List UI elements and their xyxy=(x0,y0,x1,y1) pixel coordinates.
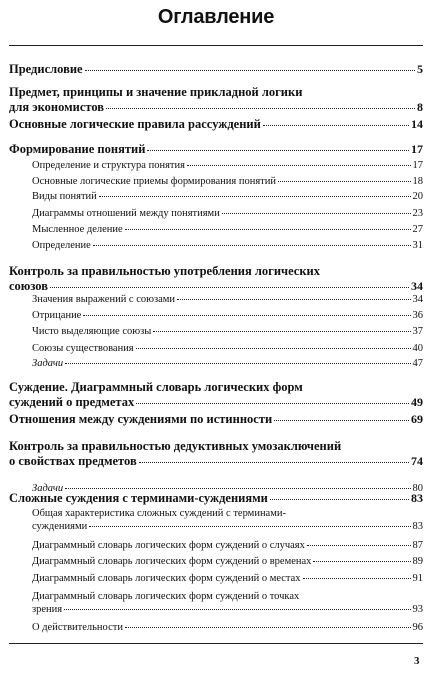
entry-title: О действительности xyxy=(32,622,123,633)
top-rule xyxy=(9,45,423,46)
toc-section-entry[interactable] xyxy=(32,590,423,616)
dot-leader xyxy=(147,150,409,151)
entry-title: Значения выражений с союзами xyxy=(32,294,176,305)
entry-page-number: 93 xyxy=(412,604,423,615)
entry-title: Определение и структура понятия xyxy=(32,160,185,171)
entry-title: Диаграммный словарь логических форм суждений о случаях xyxy=(32,540,305,551)
entry-title: Задачи xyxy=(32,358,64,369)
entry-page-number: 34 xyxy=(412,294,423,305)
entry-title-line1: Предмет, принципы и значение прикладной логики xyxy=(9,85,303,99)
entry-title: для экономистов xyxy=(9,100,105,114)
entry-title-line1: Общая характеристика сложных суждений с терминами- xyxy=(32,508,286,519)
entry-page-number: 27 xyxy=(412,224,423,235)
entry-page-number: 5 xyxy=(417,62,423,76)
toc-chapter-entry[interactable] xyxy=(9,264,423,294)
entry-page-number: 34 xyxy=(411,279,423,293)
toc-section-entry[interactable] xyxy=(32,175,423,188)
toc-chapter-entry[interactable] xyxy=(9,413,423,426)
entry-page-number: 8 xyxy=(417,100,423,114)
dot-leader xyxy=(187,165,411,166)
entry-title-line1: Суждение. Диаграммный словарь логических форм xyxy=(9,380,303,394)
entry-title: Основные логические правила рассуждений xyxy=(9,117,261,131)
dot-leader xyxy=(313,561,410,562)
dot-leader xyxy=(50,287,409,288)
entry-title: зрения xyxy=(32,604,63,615)
dot-leader xyxy=(125,229,411,230)
entry-title: суждениями xyxy=(32,521,88,532)
dot-leader xyxy=(89,526,410,527)
entry-page-number: 74 xyxy=(411,454,423,468)
entry-title: Мысленное деление xyxy=(32,224,123,235)
toc-section-entry[interactable] xyxy=(32,190,423,203)
entry-page-number: 17 xyxy=(411,142,423,156)
entry-page-number: 69 xyxy=(411,412,423,426)
toc-section-entry[interactable] xyxy=(32,223,423,236)
dot-leader xyxy=(106,108,415,109)
dot-leader xyxy=(222,213,411,214)
toc-section-entry[interactable] xyxy=(32,207,423,220)
entry-title: Отрицание xyxy=(32,310,82,321)
entry-title: суждений о предметах xyxy=(9,395,135,409)
entry-page-number: 17 xyxy=(412,160,423,171)
dot-leader xyxy=(136,403,409,404)
toc-section-entry[interactable] xyxy=(32,357,423,370)
dot-leader xyxy=(278,181,410,182)
dot-leader xyxy=(139,462,409,463)
entry-title: Предисловие xyxy=(9,62,83,76)
dot-leader xyxy=(65,363,410,364)
entry-page-number: 89 xyxy=(412,556,423,567)
dot-leader xyxy=(125,627,411,628)
entry-title: Задачи xyxy=(32,483,64,494)
entry-page-number: 18 xyxy=(412,176,423,187)
toc-section-entry[interactable] xyxy=(32,293,423,306)
entry-page-number: 87 xyxy=(412,540,423,551)
toc-section-entry[interactable] xyxy=(32,539,423,552)
entry-title: Союзы существования xyxy=(32,343,134,354)
toc-chapter-entry[interactable] xyxy=(9,492,423,505)
entry-title: Диаграммы отношений между понятиями xyxy=(32,208,220,219)
dot-leader xyxy=(270,499,409,500)
toc-section-entry[interactable] xyxy=(32,159,423,172)
toc-chapter-entry[interactable] xyxy=(9,143,423,156)
toc-section-entry[interactable] xyxy=(32,342,423,355)
entry-title: Виды понятий xyxy=(32,191,97,202)
entry-title: Сложные суждения с терминами-суждениями xyxy=(9,491,268,505)
toc-section-entry[interactable] xyxy=(32,621,423,634)
entry-page-number: 47 xyxy=(412,358,423,369)
entry-page-number: 40 xyxy=(412,343,423,354)
dot-leader xyxy=(274,420,409,421)
entry-title-line1: Диаграммный словарь логических форм суждений о точках xyxy=(32,591,300,602)
toc-chapter-entry[interactable] xyxy=(9,85,423,115)
entry-page-number: 23 xyxy=(412,208,423,219)
entry-page-number: 36 xyxy=(412,310,423,321)
toc-chapter-entry[interactable] xyxy=(9,63,423,76)
toc-chapter-entry[interactable] xyxy=(9,380,423,410)
entry-page-number: 14 xyxy=(411,117,423,131)
entry-title: Основные логические приемы формирования понятий xyxy=(32,176,277,187)
entry-title: союзов xyxy=(9,279,48,293)
entry-page-number: 49 xyxy=(411,395,423,409)
dot-leader xyxy=(83,315,410,316)
entry-title: о свойствах предметов xyxy=(9,454,137,468)
bottom-rule xyxy=(9,643,423,644)
entry-page-number: 20 xyxy=(412,191,423,202)
dot-leader xyxy=(303,578,411,579)
page-number: 3 xyxy=(414,655,420,667)
entry-page-number: 91 xyxy=(412,573,423,584)
dot-leader xyxy=(64,609,410,610)
toc-section-entry[interactable] xyxy=(32,555,423,568)
page-title: Оглавление xyxy=(157,6,275,28)
dot-leader xyxy=(307,545,411,546)
entry-page-number: 83 xyxy=(411,491,423,505)
entry-title: Чисто выделяющие союзы xyxy=(32,326,152,337)
toc-section-entry[interactable] xyxy=(32,325,423,338)
entry-title-line1: Контроль за правильностью дедуктивных умозаключений xyxy=(9,439,342,453)
toc-section-entry[interactable] xyxy=(32,572,423,585)
entry-page-number: 83 xyxy=(412,521,423,532)
dot-leader xyxy=(93,245,411,246)
dot-leader xyxy=(177,299,410,300)
entry-title: Диаграммный словарь логических форм суждений о временах xyxy=(32,556,312,567)
toc-section-entry[interactable] xyxy=(32,507,423,533)
dot-leader xyxy=(65,488,410,489)
entry-page-number: 37 xyxy=(412,326,423,337)
entry-title-line1: Контроль за правильностью употребления логических xyxy=(9,264,320,278)
toc-section-entry[interactable] xyxy=(32,239,423,252)
dot-leader xyxy=(85,70,415,71)
entry-title: Формирование понятий xyxy=(9,142,146,156)
entry-title: Определение xyxy=(32,240,91,251)
entry-title: Диаграммный словарь логических форм суждений о местах xyxy=(32,573,301,584)
entry-page-number: 96 xyxy=(412,622,423,633)
entry-page-number: 31 xyxy=(412,240,423,251)
toc-chapter-entry[interactable] xyxy=(9,118,423,131)
entry-page-number: 80 xyxy=(412,483,423,494)
dot-leader xyxy=(99,196,411,197)
dot-leader xyxy=(136,348,411,349)
toc-section-entry[interactable] xyxy=(32,309,423,322)
dot-leader xyxy=(153,331,410,332)
dot-leader xyxy=(263,125,409,126)
toc-chapter-entry[interactable] xyxy=(9,439,423,469)
entry-title: Отношения между суждениями по истинности xyxy=(9,412,273,426)
